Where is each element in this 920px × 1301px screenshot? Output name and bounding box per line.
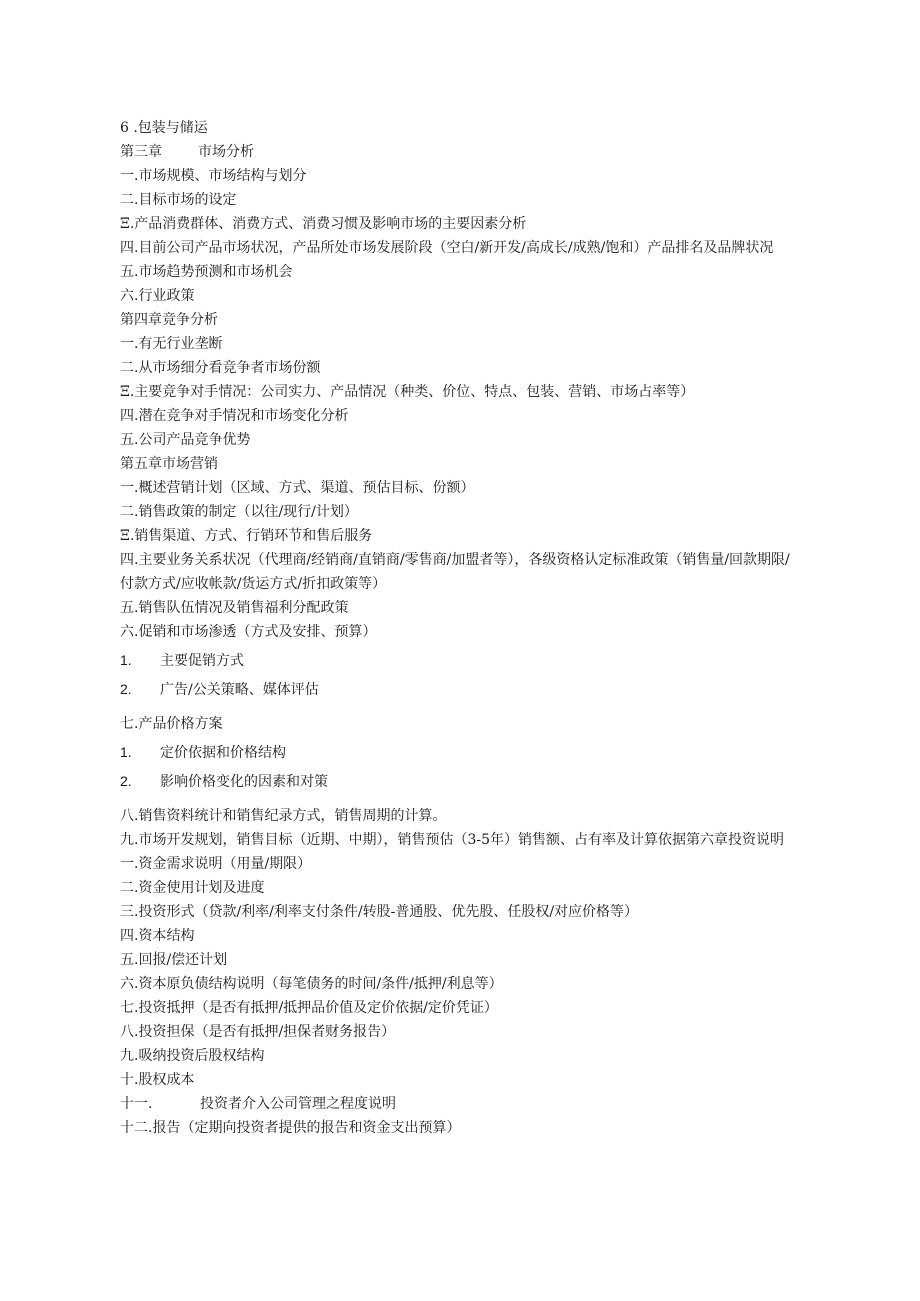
section-line: Ξ.销售渠道、方式、行销环节和售后服务 [120,528,373,544]
item-text: 广告/公关策略、媒体评估 [160,682,319,698]
section-line: 一.市场规模、市场结构与划分 [120,168,307,184]
section-line: 三.投资形式（贷款/利率/利率支付条件/转股-普通股、优先股、任股权/对应价格等） [120,904,639,920]
section-line: 五.市场趋势预测和市场机会 [120,264,293,280]
section-line: 四.目前公司产品市场状况，产品所处市场发展阶段（空白/新开发/高成长/成熟/饱和）产品排名及品牌状况 [120,240,774,256]
section-line: 十.股权成本 [120,1072,195,1088]
section-line: 五.公司产品竞争优势 [120,432,251,448]
section-line: 八.投资担保（是否有抵押/担保者财务报告） [120,1024,396,1040]
section-line: 二.销售政策的制定（以往/现行/计划） [120,504,358,520]
section-line: 一.有无行业垄断 [120,336,223,352]
section-line: 七.产品价格方案 [120,716,223,732]
numbered-item [120,740,800,765]
item-number: 2. [120,773,132,789]
section-line: 七.投资抵押（是否有抵押/抵押品价值及定价依据/定价凭证） [120,1000,498,1016]
chapter-heading [120,140,800,164]
section-line [120,1092,800,1116]
chapter-title: 市场分析 [198,144,254,160]
section-line: 四.资本结构 [120,928,195,944]
section-line: 九.市场开发规划，销售目标（近期、中期），销售预估（3-5年）销售额、占有率及计算依据第六章投资说明 [120,832,784,848]
section-line: 一.概述营销计划（区域、方式、渠道、预估目标、份额） [120,480,475,496]
section-line: 二.从市场细分看竞争者市场份额 [120,360,321,376]
section-line: 五.回报/偿还计划 [120,952,228,968]
chapter-heading: 第四章竞争分析 [120,312,218,328]
section-line: Ξ.产品消费群体、消费方式、消费习惯及影响市场的主要因素分析 [120,216,527,232]
item-number: 1. [120,652,132,668]
section-line: 一.资金需求说明（用量/期限） [120,856,312,872]
section-line: 6 .包装与储运 [120,120,208,136]
chapter-heading: 第五章市场营销 [120,456,218,472]
section-line: 二.目标市场的设定 [120,192,237,208]
section-line: Ξ.主要竞争对手情况：公司实力、产品情况（种类、价位、特点、包装、营销、市场占率等） [120,384,695,400]
item-text: 影响价格变化的因素和对策 [160,774,328,790]
item-text: 投资者介入公司管理之程度说明 [200,1096,396,1112]
section-line: 五.销售队伍情况及销售福利分配政策 [120,600,349,616]
section-line: 四.潜在竞争对手情况和市场变化分析 [120,408,349,424]
numbered-item [120,648,800,673]
chapter-number: 第三章 [120,144,162,160]
section-line: 六.资本原负债结构说明（每笔债务的时间/条件/抵押/利息等） [120,976,503,992]
item-number: 1. [120,744,132,760]
section-line: 八.销售资料统计和销售纪录方式，销售周期的计算。 [120,808,447,824]
section-line: 六.促销和市场渗透（方式及安排、预算） [120,624,377,640]
numbered-item [120,677,800,702]
section-line: 六.行业政策 [120,288,195,304]
section-line: 二.资金使用计划及进度 [120,880,265,896]
item-text: 定价依据和价格结构 [160,745,286,761]
section-line: 十二.报告（定期向投资者提供的报告和资金支出预算） [120,1120,461,1136]
document-body [120,116,800,1140]
section-line: 四.主要业务关系状况（代理商/经销商/直销商/零售商/加盟者等），各级资格认定标准政策（销售量/回款期限/付款方式/应收帐款/货运方式/折扣政策等） [120,552,790,592]
item-number: 2. [120,681,132,697]
item-text: 主要促销方式 [160,653,244,669]
item-number: 十一. [120,1096,153,1112]
numbered-item [120,769,800,794]
section-line: 九.吸纳投资后股权结构 [120,1048,265,1064]
